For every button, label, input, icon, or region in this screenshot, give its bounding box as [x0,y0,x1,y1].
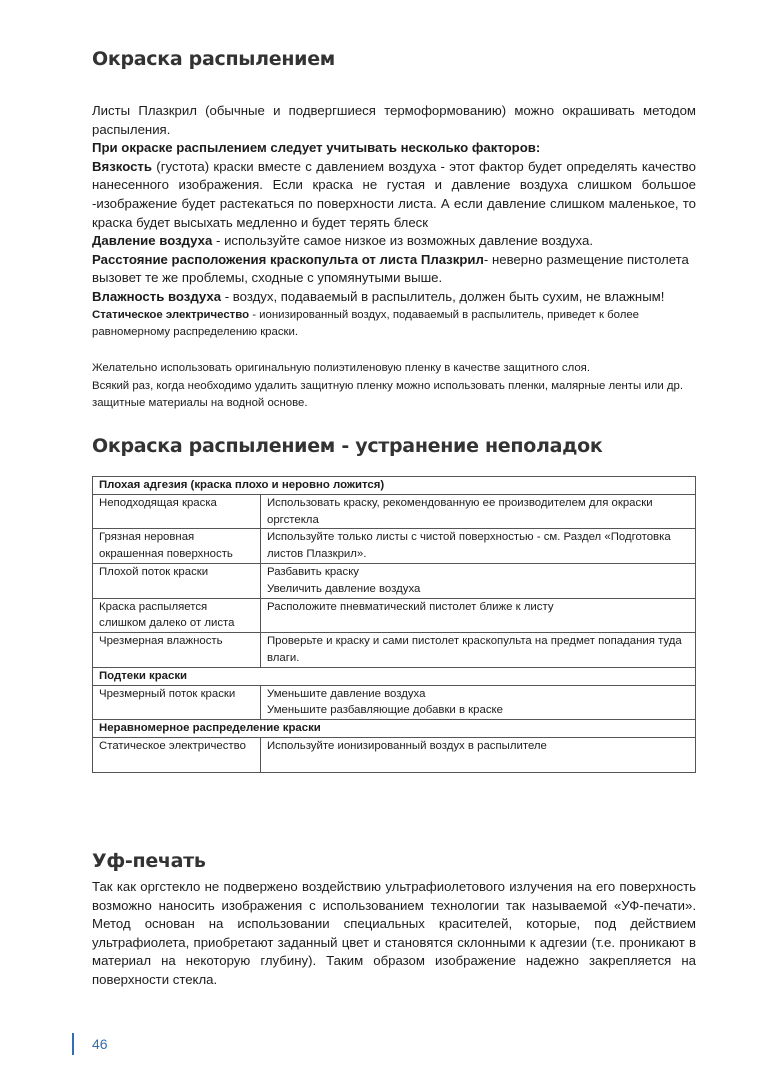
spray-painting-body [92,102,696,342]
table-row [93,563,696,598]
factor-humidity: Влажность воздуха - воздух, подаваемый в распылитель, должен быть сухим, не влажным! [92,288,665,304]
group-header: Плохая адгезия (краска плохо и неровно ложится) [93,477,696,495]
solution-cell: Использовать краску, рекомендованную ее производителем для окраски оргстекла [261,494,696,529]
section-title-troubleshooting: Окраска распылением - устранение неполадок [92,435,603,457]
table-row [93,529,696,564]
note-paragraph: Желательно использовать оригинальную полиэтиленовую пленку в качестве защитного слоя. [92,362,591,374]
note-paragraph: Всякий раз, когда необходимо удалить защитную пленку можно использовать пленки, малярные ленты или др. защитные материалы на водной основе. [92,379,684,409]
section-title-uv-printing: Уф-печать [92,850,206,872]
table-row [93,633,696,668]
protective-film-notes [92,360,696,413]
intro-paragraph: Листы Плазкрил (обычные и подвергшиеся термоформованию) можно окрашивать методом распыления. [92,103,696,137]
solution-cell: Используйте только листы с чистой поверхностью - см. Раздел «Подготовка листов Плазкрил». [261,529,696,564]
factor-label: Влажность воздуха [92,288,222,304]
table-group-row [93,667,696,685]
factor-air-pressure: Давление воздуха - используйте самое низкое из возможных давление воздуха. [92,233,593,249]
uv-printing-paragraph: Так как оргстекло не подвержено воздействию ультрафиолетового излучения на его поверхность возможно наносить изображения с использованием технологии так называемой «УФ-печати». Метод основан на использовании специальных красителей, которые, под действием ультрафиолета, приобретают заданный цвет и становятся склонными к адгезии (т.е. проникают в материал на некоторую глубину). Таким образом изображение надежно закрепляется на поверхности стекла. [92,879,696,987]
group-header: Неравномерное распределение краски [93,720,696,738]
troubleshooting-table [92,476,696,773]
factors-heading: При окраске распылением следует учитывать несколько факторов: [92,140,541,156]
table-row [93,685,696,720]
problem-cell: Статическое электричество [93,737,261,772]
factor-static: Статическое электричество - ионизированный воздух, подаваемый в распылитель, приведет к более равномерному распределению краски. [92,308,640,339]
table-group-row [93,477,696,495]
table-row [93,598,696,633]
footer-accent-bar [72,1033,74,1055]
problem-cell: Краска распыляется слишком далеко от листа [93,598,261,633]
factor-label: Вязкость [92,158,152,174]
factor-distance: Расстояние расположения краскопульта от листа Плазкрил- неверно размещение пистолета вызовет те же проблемы, сходные с упомянутыми выше. [92,251,689,286]
solution-cell: Уменьшите давление воздуха Уменьшите разбавляющие добавки в краске [261,685,696,720]
factor-label: Расстояние расположения краскопульта от листа Плазкрил [92,251,484,267]
problem-cell: Плохой поток краски [93,563,261,598]
table-row [93,737,696,772]
problem-cell: Неподходящая краска [93,494,261,529]
table-row [93,494,696,529]
group-header: Подтеки краски [93,667,696,685]
solution-cell: Расположите пневматический пистолет ближе к листу [261,598,696,633]
section-title-spray-painting: Окраска распылением [92,48,336,70]
solution-cell: Разбавить краску Увеличить давление воздуха [261,563,696,598]
solution-cell: Проверьте и краску и сами пистолет краскопульта на предмет попадания туда влаги. [261,633,696,668]
factor-viscosity: Вязкость (густота) краски вместе с давлением воздуха - этот фактор будет определять качество нанесенного изображения. Если краска не густая и давление воздуха слишком большое -изображение будет растекаться по поверхности листа. А если давление слишком маленькое, то краска будет высыхать медленно и будет терять блеск [92,158,696,230]
factor-label: Статическое электричество [92,308,250,321]
factor-label: Давление воздуха [92,233,213,249]
page-number: 46 [92,1036,108,1052]
problem-cell: Грязная неровная окрашенная поверхность [93,529,261,564]
problem-cell: Чрезмерная влажность [93,633,261,668]
problem-cell: Чрезмерный поток краски [93,685,261,720]
solution-cell: Используйте ионизированный воздух в распылителе [261,737,696,772]
table-group-row [93,720,696,738]
